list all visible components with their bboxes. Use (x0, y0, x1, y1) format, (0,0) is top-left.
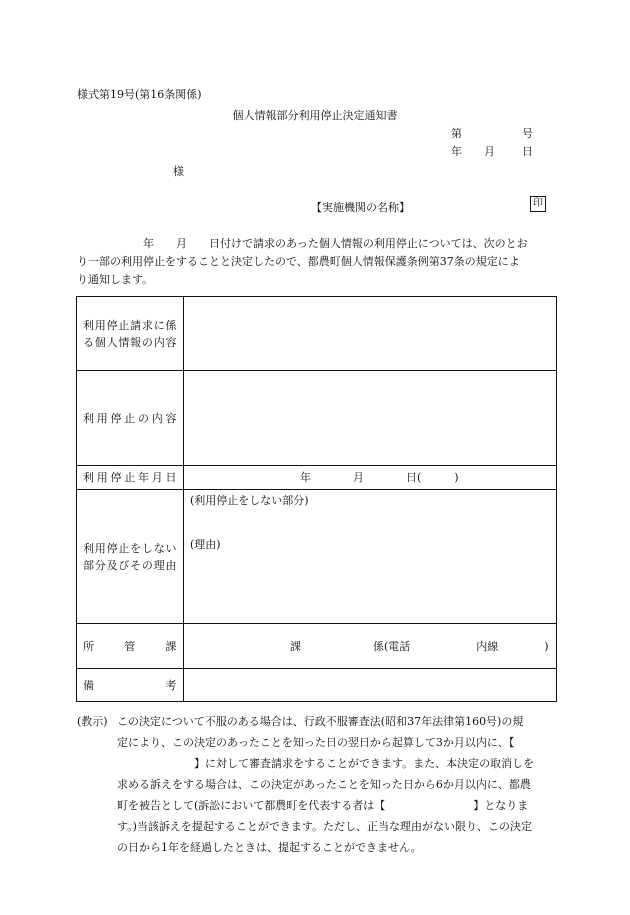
notice-line: 】に対して審査請求をすることができます。また、本決定の取消しを (117, 757, 535, 770)
label-suspension-content: 利用停止の内容 (77, 371, 184, 466)
table-row (77, 297, 557, 371)
table-row (77, 466, 557, 490)
unsuspended-part-heading: (利用停止をしない部分) (190, 494, 309, 507)
date-month: 月 (484, 145, 495, 158)
table-row (77, 490, 557, 624)
date-month-text: 月 (353, 471, 364, 484)
reason-heading: (理由) (190, 538, 221, 551)
table-row (77, 371, 557, 466)
form-number: 様式第19号(第16条関係) (77, 88, 202, 101)
label-unsuspended-part: 利用停止をしない部分及びその理由 (77, 490, 184, 624)
value-unsuspended-part (184, 490, 557, 624)
number-label: 第 (451, 127, 462, 140)
value-suspension-content (184, 371, 557, 466)
notice-line: この決定について不服のある場合は、行政不服審査法(昭和37年法律第160号)の規 (117, 715, 524, 728)
date-day-text: 日( ) (406, 471, 459, 484)
seal-mark: 印 (530, 196, 546, 212)
notice-line: 町を被告として(訴訟において都農町を代表する者は【 】となりま (117, 799, 529, 812)
body-line: 年 月 日付けで請求のあった個人情報の利用停止については、次のとお (77, 237, 528, 250)
date-year-text: 年 (300, 471, 311, 484)
close-paren: ) (544, 639, 549, 653)
notice-line: 求める訴えをする場合は、この決定があったことを知った日から6か月以内に、都農 (117, 778, 531, 791)
body-line: り一部の利用停止をすることと決定したので、都農町個人情報保護条例第37条の規定によ (77, 255, 520, 268)
value-remarks (184, 669, 557, 702)
label-requested-info: 利用停止請求に係る個人情報の内容 (77, 297, 184, 371)
value-requested-info (184, 297, 557, 371)
date-day: 日 (522, 145, 533, 158)
label-department: 所 管 課 (77, 624, 184, 669)
body-line: り通知します。 (77, 273, 154, 286)
body-paragraph (77, 235, 557, 289)
value-department (184, 624, 557, 669)
staff-phone: 係(電話 (373, 639, 411, 653)
extension-label: 内線 (476, 639, 499, 653)
addressee-suffix: 様 (173, 165, 184, 178)
notice-tag: (教示) (77, 715, 108, 728)
table-row (77, 669, 557, 702)
agency-name: 【実施機関の名称】 (311, 201, 410, 214)
notice-line: の日から1年を経過したときは、提起することができません。 (117, 841, 422, 854)
number-suffix: 号 (522, 127, 533, 140)
appeal-notice (77, 711, 559, 858)
notice-line: 定により、この決定のあったことを知った日の翌日から起算して3か月以内に、【 (117, 736, 515, 749)
value-suspension-date (184, 466, 557, 490)
table-row (77, 624, 557, 669)
notice-line: す。)当該訴えを提起することができます。ただし、正当な理由がない限り、この決定 (117, 820, 533, 833)
label-suspension-date: 利用停止年月日 (77, 466, 184, 490)
date-year: 年 (451, 145, 462, 158)
decision-table (76, 296, 557, 702)
label-remarks: 備 考 (77, 669, 184, 702)
section-suffix: 課 (290, 639, 301, 653)
document-title: 個人情報部分利用停止決定通知書 (232, 109, 398, 122)
